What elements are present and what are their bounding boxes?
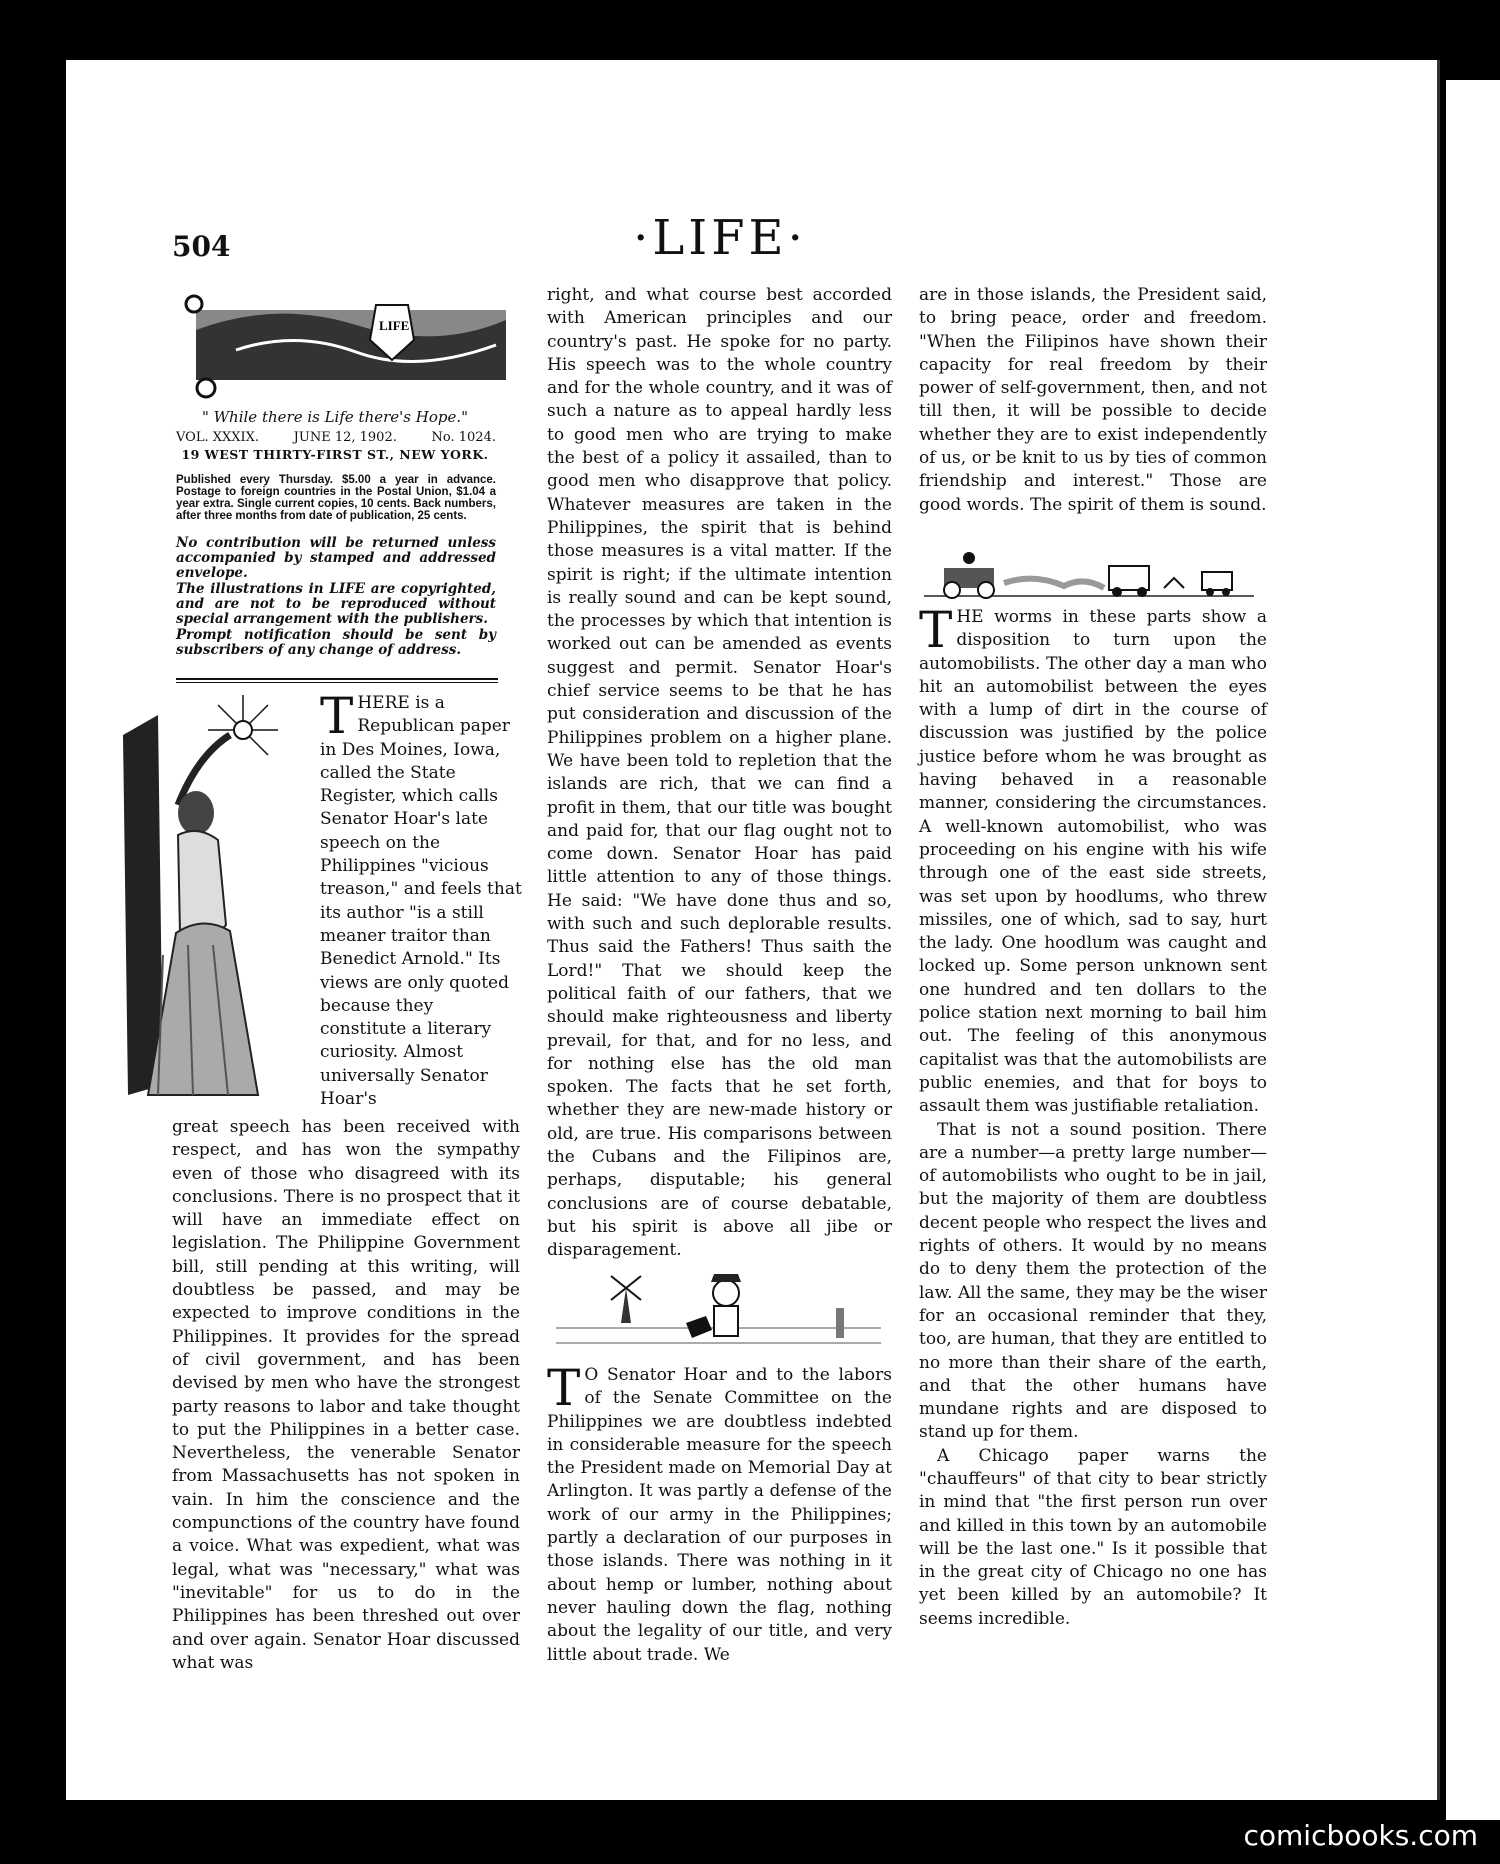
- page-edge: [1437, 60, 1440, 1800]
- volume: VOL. XXXIX.: [176, 430, 260, 445]
- article-2: [547, 1359, 892, 1667]
- contribution-notice: No contribution will be returned unless accompanied by stamped and addressed envelope.: [176, 535, 496, 581]
- article-3-dropcap: T: [919, 601, 953, 659]
- magazine-title: ·LIFE·: [633, 210, 807, 266]
- masthead-illustration: [176, 290, 520, 400]
- masthead-motto: " While there is Life there's Hope.": [201, 408, 469, 426]
- article-1-continuation: right, and what course best accorded with American principles and our country's past. He spoke for no party. His speech was to the whole country and for the whole country, and it was of such a nature as to appeal hardly less to good men who are trying to make the best of a policy it assailed, than to good men who disapprove that policy. Whatever measures are taken in the Philippines, the spirit that is behind those measures is a vital matter. If the spirit is right; if the ultimate intention is really sound and can be kept sound, the processes by which that intention is worked out can be amended as events suggest and permit. Senator Hoar's chief service seems to be that he has put consideration and discussion of the Philippines problem on a higher plane. We have been told to repletion that the islands are rich, that we can find a profit in them, that our title was bought and paid for, that our flag ought not to come down. Senator Hoar has paid little attention to any of those things. He said: "We have done thus and so, with such and such deplorable results. Thus said the Fathers! Thus saith the Lord!" That we should keep the political faith of our fathers, that we should make righteousness and liberty prevail, for that, and for no less, and for nothing else has the old man spoken. The facts that he set forth, whether they are new-made history or old, are true. His comparisons between the Cubans and the Filipinos are, perhaps, disputable; his general conclusions are of course debatable, but his spirit is above all jibe or disparagement.: [547, 285, 892, 1261]
- woman-illustration: [118, 695, 316, 1105]
- article-2-text: O Senator Hoar and to the labors of the Senate Committee on the Philippines we are doubtless indebted in considerable measure for the speech the President made on Memorial Day at Arlington. It was partly a defense of the work of our army in the Philippines; partly a declaration of our purposes in those islands. There was nothing in it about hemp or lumber, nothing about never hauling down the flag, nothing about the legality of our title, and very little about trade. We: [547, 1365, 892, 1665]
- article-2-dropcap: T: [547, 1359, 581, 1417]
- page-number: 504: [172, 230, 231, 263]
- publisher-address: 19 WEST THIRTY-FIRST ST., NEW YORK.: [181, 447, 489, 462]
- issue-number: No. 1024.: [431, 430, 496, 445]
- volume-line: [176, 430, 496, 445]
- article-1-text: great speech has been received with respect, and has won the sympathy even of those who disagreed with its conclusions. There is no prospect that it will have an immediate effect on legislation. The Philippine Government bill, still pending at this writing, will doubtless be passed, and may be expected to improve conditions in the Philippines. It provides for the spread of civil government, and has been devised by men who have the strongest party reasons to labor and take thought to put the Philippines in a better case. Nevertheless, the venerable Senator from Massachusetts has not spoken in vain. In him the conscience and the compunctions of the country have found a voice. What was expedient, what was legal, what was "necessary," what was "inevitable" for us to do in the Philippines has been threshed out over and over again. Senator Hoar discussed what was: [172, 1117, 521, 1673]
- site-watermark: comicbooks.com: [1243, 1819, 1478, 1852]
- masthead-divider: [176, 678, 498, 683]
- article-1-column-2: [547, 284, 892, 1262]
- article-2-continuation-text: are in those islands, the President said, to bring peace, order and freedom. "When the Filipinos have shown their capacity for real freedom by their power of self-government, then, and not till then, it will be possible to decide whether they are to exist independently of us, or be knit to us by ties of common friendship and interest." Those are good words. The spirit of them is sound.: [919, 285, 1267, 515]
- article-3: [919, 601, 1267, 1631]
- issue-date: JUNE 12, 1902.: [293, 430, 397, 445]
- automobiles-illustration: [924, 548, 1254, 604]
- svg-text:LIFE: LIFE: [379, 318, 410, 333]
- article-2-continuation: [919, 284, 1267, 517]
- copyright-notice: The illustrations in LIFE are copyrighted, and are not to be reproduced without special arrangement with the publishers.: [176, 581, 496, 627]
- boy-windmill-illustration: [556, 1268, 881, 1358]
- article-1-dropcap: T: [320, 687, 354, 745]
- next-page-edge: [1446, 80, 1500, 1820]
- article-3-paragraph-2: That is not a sound position. There are a number—a pretty large number—of automobilists who ought to be in jail, but the majority of them are doubtless decent people who respect the lives and rights of others. It would by no means do to deny them the protection of the law. All the same, they may be the wiser for an occasional reminder that they, too, are human, that they are entitled to no more than their share of the earth, and that the other humans have mundane rights and are disposed to stand up for them.: [919, 1119, 1267, 1443]
- article-3-paragraph-3: A Chicago paper warns the "chauffeurs" of that city to bear strictly in mind that "the first person run over and killed in this town by an automobile will be the last one." Is it possible that in the great city of Chicago no one has yet been killed by an automobile? It seems incredible.: [919, 1445, 1267, 1629]
- article-3-text: HE worms in these parts show a disposition to turn upon the automobilists. The other day a man who hit an automobilist between the eyes with a lump of dirt in the course of discussion was justified by the police justice before whom he was brought as having behaved in a reasonable manner, considering the circumstances. A well-known automobilist, who was proceeding on his engine with his wife through one of the east side streets, was set upon by hoodlums, who threw missiles, one of which, sad to say, hurt the lady. One hoodlum was caught and locked up. Some person unknown sent one hundred and ten dollars to the police station next morning to bail him out. The feeling of this anonymous capitalist was that the automobilists are public enemies, and that for boys to assault them was justifiable retaliation.: [919, 607, 1267, 1117]
- publication-info: Published every Thursday. $5.00 a year in advance. Postage to foreign countries in the Postal Union, $1.04 a year extra. Single current copies, 10 cents. Back numbers, after three months from date of publication, 25 cents.: [176, 474, 496, 522]
- address-change-notice: Prompt notification should be sent by subscribers of any change of address.: [176, 627, 496, 658]
- article-1-intro-text: HERE is a Republican paper in Des Moines, Iowa, called the State Register, which calls Senator Hoar's late speech on the Philippines "vicious treason," and feels that its author "is a still meaner traitor than Benedict Arnold." Its views are only quoted because they constitute a literary curiosity. Almost universally Senator Hoar's: [320, 693, 522, 1110]
- article-1-intro: [320, 687, 522, 1111]
- article-1-column-1: [172, 1116, 520, 1675]
